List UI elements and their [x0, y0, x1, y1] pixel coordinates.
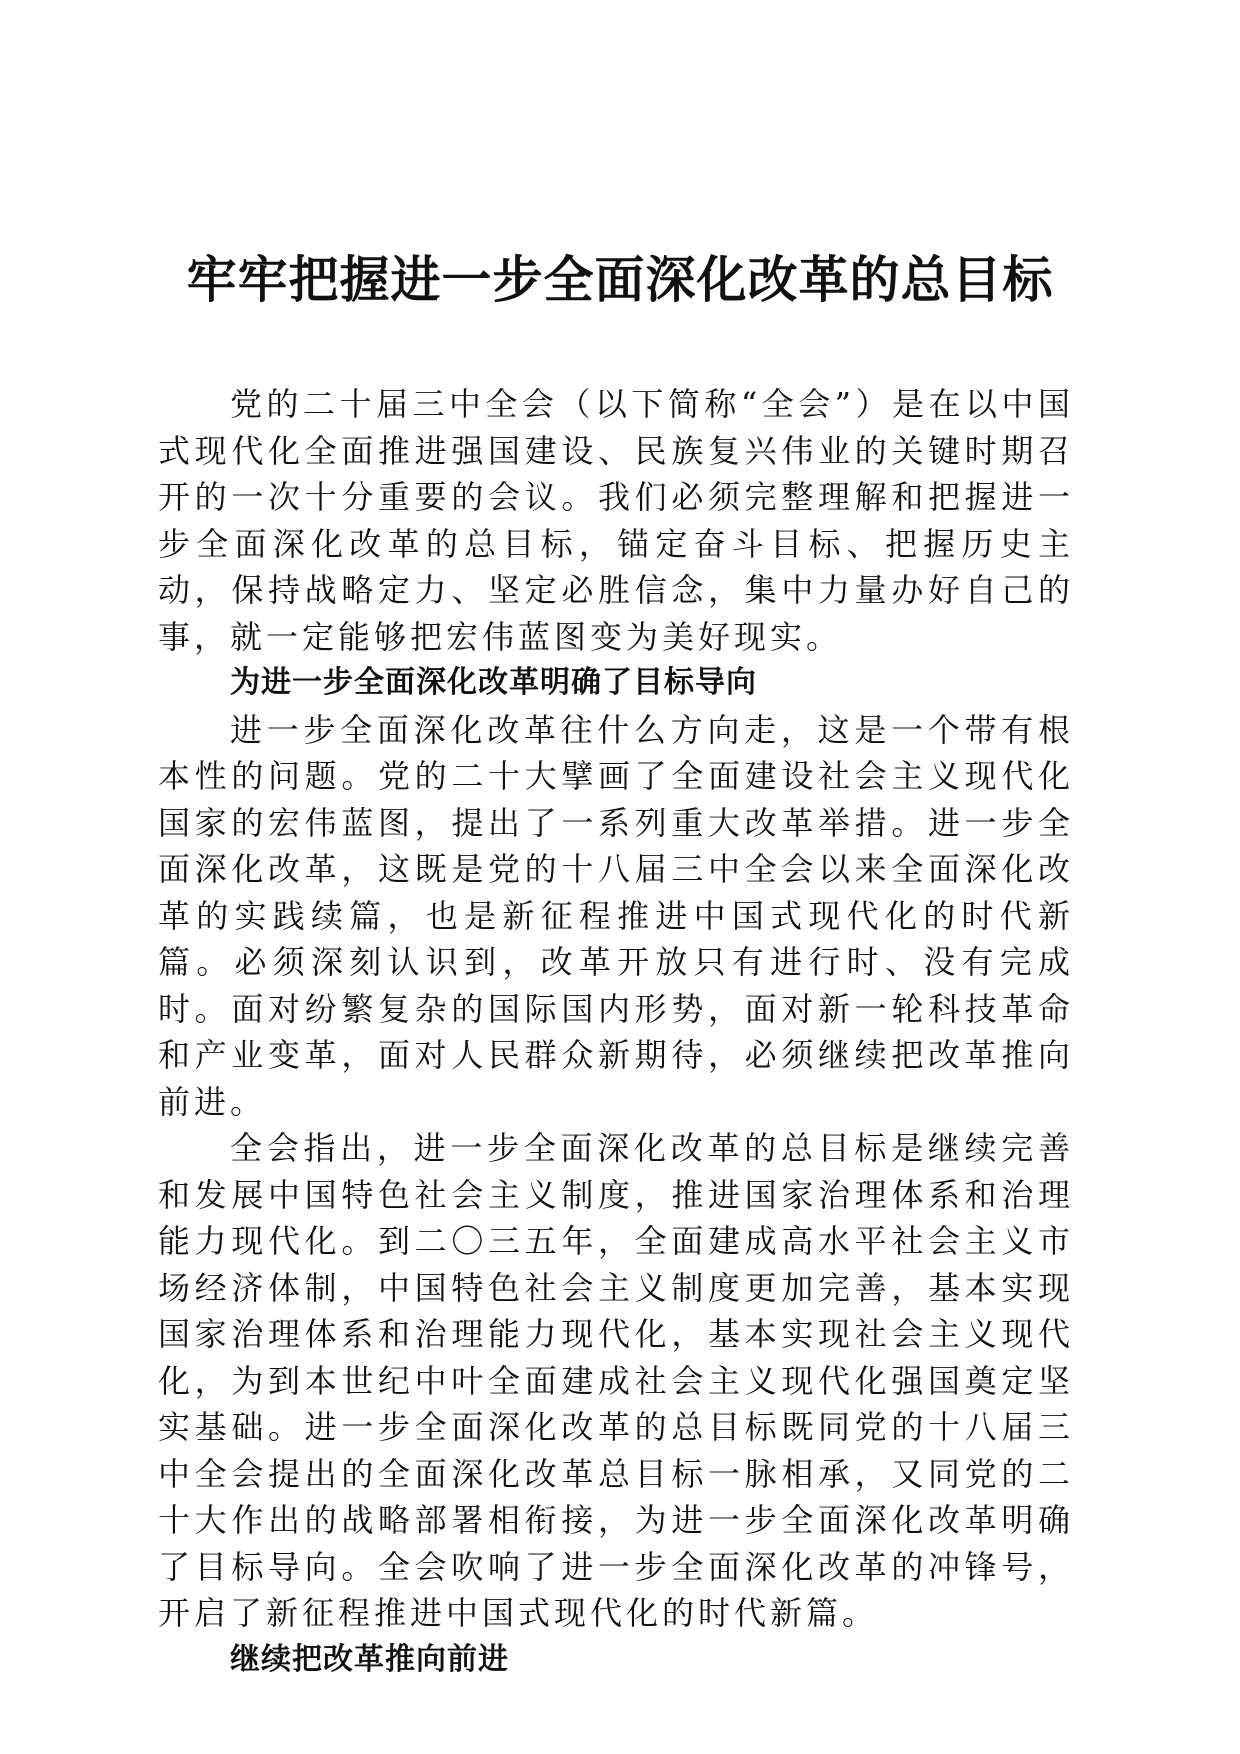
body-paragraph: 党的二十届三中全会（以下简称“全会”）是在以中国式现代化全面推进强国建设、民族复兴伟业的关键时期召开的一次十分重要的会议。我们必须完整理解和把握进一步全面深化改革的总目标，锚定奋斗目标、把握历史主动，保持战略定力、坚定必胜信念，集中力量办好自己的事，就一定能够把宏伟蓝图变为美好现实。 — [158, 385, 1074, 656]
document-title: 牢牢把握进一步全面深化改革的总目标 — [186, 250, 1054, 309]
body-paragraph: 进一步全面深化改革往什么方向走，这是一个带有根本性的问题。党的二十大擘画了全面建设社会主义现代化国家的宏伟蓝图，提出了一系列重大改革举措。进一步全面深化改革，这既是党的十八届三中全会以来全面深化改革的实践续篇，也是新征程推进中国式现代化的时代新篇。必须深刻认识到，改革开放只有进行时、没有完成时。面对纷繁复杂的国际国内形势，面对新一轮科技革命和产业变革，面对人民群众新期待，必须继续把改革推向前进。 — [158, 710, 1074, 1121]
document-body — [158, 381, 1074, 1683]
body-paragraph: 全会指出，进一步全面深化改革的总目标是继续完善和发展中国特色社会主义制度，推进国家治理体系和治理能力现代化。到二〇三五年，全面建成高水平社会主义市场经济体制，中国特色社会主义制度更加完善，基本实现国家治理体系和治理能力现代化，基本实现社会主义现代化，为到本世纪中叶全面建成社会主义现代化强国奠定坚实基础。进一步全面深化改革的总目标既同党的十八届三中全会提出的全面深化改革总目标一脉相承，又同党的二十大作出的战略部署相衔接，为进一步全面深化改革明确了目标导向。全会吹响了进一步全面深化改革的冲锋号，开启了新征程推进中国式现代化的时代新篇。 — [158, 1129, 1074, 1632]
section-heading: 继续把改革推向前进 — [230, 1641, 509, 1677]
section-heading: 为进一步全面深化改革明确了目标导向 — [230, 665, 757, 700]
